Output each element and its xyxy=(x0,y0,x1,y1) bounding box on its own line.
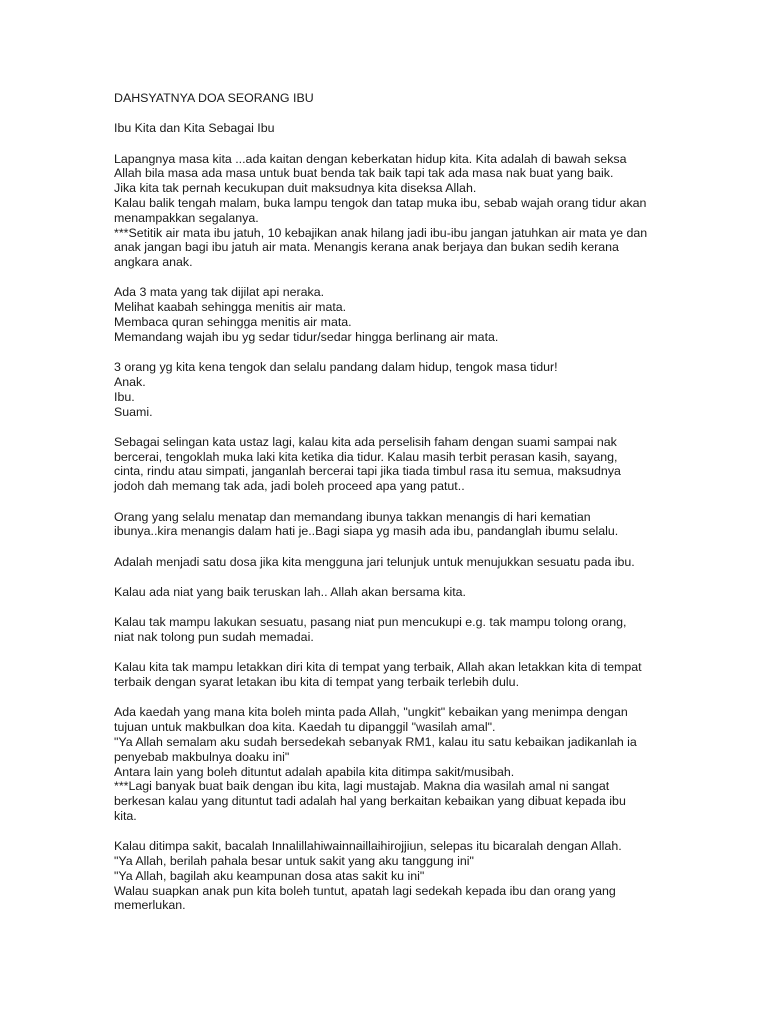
paragraph xyxy=(114,360,659,419)
text-line: kita. xyxy=(114,808,137,823)
text-line: Memandang wajah ibu yg sedar tidur/sedar hingga berlinang air mata. xyxy=(114,329,499,344)
text-line: Ada 3 mata yang tak dijilat api neraka. xyxy=(114,285,325,300)
text-line: Lapangnya masa kita ...ada kaitan dengan keberkatan hidup kita. Kita adalah di bawah seksa xyxy=(114,151,627,166)
text-line: Antara lain yang boleh dituntut adalah apabila kita ditimpa sakit/musibah. xyxy=(114,764,515,779)
text-line: Kalau tak mampu lakukan sesuatu, pasang niat pun mencukupi e.g. tak mampu tolong orang, xyxy=(114,615,627,630)
text-line: angkara anak. xyxy=(114,255,193,270)
paragraph xyxy=(114,435,659,494)
paragraph xyxy=(114,121,659,136)
document-title: DAHSYATNYA DOA SEORANG IBU xyxy=(114,91,314,105)
text-line: Anak. xyxy=(114,374,146,389)
text-line: niat nak tolong pun sudah memadai. xyxy=(114,630,314,645)
paragraph xyxy=(114,285,659,344)
text-line: "Ya Allah, bagilah aku keampunan dosa atas sakit ku ini" xyxy=(114,868,425,883)
text-line: Orang yang selalu menatap dan memandang ibunya takkan menangis di hari kematian xyxy=(114,509,591,524)
text-line: memerlukan. xyxy=(114,898,186,913)
text-line: 3 orang yg kita kena tengok dan selalu pandang dalam hidup, tengok masa tidur! xyxy=(114,360,558,375)
text-line: Kalau balik tengah malam, buka lampu tengok dan tatap muka ibu, sebab wajah orang tidur akan xyxy=(114,195,647,210)
text-line: terbaik dengan syarat letakan ibu kita di tempat yang terbaik terlebih dulu. xyxy=(114,675,520,690)
text-line: ibunya..kira menangis dalam hati je..Bagi siapa yg masih ada ibu, pandanglah ibumu selalu. xyxy=(114,524,619,539)
text-line: Ibu. xyxy=(114,389,135,404)
text-line: Sebagai selingan kata ustaz lagi, kalau kita ada perselisih faham dengan suami sampai nak xyxy=(114,434,617,449)
text-line: ***Lagi banyak buat baik dengan ibu kita, lagi mustajab. Makna dia wasilah amal ni sangat xyxy=(114,779,610,794)
text-line: menampakkan segalanya. xyxy=(114,210,259,225)
paragraph xyxy=(114,660,659,690)
text-line: bercerai, tengoklah muka laki kita ketika dia tidur. Kalau masih terbit perasan kasih, sayang, xyxy=(114,449,618,464)
paragraph xyxy=(114,615,659,645)
paragraph xyxy=(114,839,659,913)
text-line: jodoh dah memang tak ada, jadi boleh proceed apa yang patut.. xyxy=(114,479,465,494)
text-line: Ada kaedah yang mana kita boleh minta pada Allah, "ungkit" kebaikan yang menimpa dengan xyxy=(114,705,628,720)
text-line: cinta, rindu atau simpati, janganlah bercerai tapi jika tiada timbul rasa itu semua, maksudnya xyxy=(114,464,621,479)
text-line: penyebab makbulnya doaku ini" xyxy=(114,749,290,764)
text-line: Adalah menjadi satu dosa jika kita mengguna jari telunjuk untuk menujukkan sesuatu pada ibu. xyxy=(114,554,635,569)
text-line: tujuan untuk makbulkan doa kita. Kaedah tu dipanggil "wasilah amal". xyxy=(114,720,496,735)
text-line: Allah bila masa ada masa untuk buat benda tak baik tapi tak ada masa nak buat yang baik. xyxy=(114,166,614,181)
text-line: anak jangan bagi ibu jatuh air mata. Menangis kerana anak berjaya dan bukan sedih kerana xyxy=(114,240,619,255)
text-line: ***Setitik air mata ibu jatuh, 10 kebajikan anak hilang jadi ibu-ibu jangan jatuhkan air mata ye dan xyxy=(114,225,648,240)
paragraph xyxy=(114,555,659,570)
text-line: Ibu Kita dan Kita Sebagai Ibu xyxy=(114,121,275,136)
text-line: Kalau kita tak mampu letakkan diri kita di tempat yang terbaik, Allah akan letakkan kita di tempat xyxy=(114,660,642,675)
text-line: "Ya Allah semalam aku sudah bersedekah sebanyak RM1, kalau itu satu kebaikan jadikanlah ia xyxy=(114,735,637,749)
text-line: Melihat kaabah sehingga menitis air mata. xyxy=(114,300,347,315)
text-line: "Ya Allah, berilah pahala besar untuk sakit yang aku tanggung ini" xyxy=(114,854,474,869)
text-line: Walau suapkan anak pun kita boleh tuntut, apatah lagi sedekah kepada ibu dan orang yang xyxy=(114,883,616,898)
text-line: Membaca quran sehingga menitis air mata. xyxy=(114,315,352,330)
text-line: Suami. xyxy=(114,404,153,419)
paragraph xyxy=(114,585,659,600)
document-page xyxy=(114,91,659,929)
text-line: Jika kita tak pernah kecukupan duit maksudnya kita diseksa Allah. xyxy=(114,181,477,196)
text-line: Kalau ditimpa sakit, bacalah Innalillahiwainnaillaihirojjiun, selepas itu bicaralah dengan Allah. xyxy=(114,839,622,854)
paragraph xyxy=(114,152,659,270)
text-line: berkesan kalau yang dituntut tadi adalah hal yang berkaitan kebaikan yang dibuat kepada ibu xyxy=(114,794,626,809)
text-line: Kalau ada niat yang baik teruskan lah.. Allah akan bersama kita. xyxy=(114,584,466,599)
paragraph xyxy=(114,510,659,540)
document-body xyxy=(114,121,659,913)
paragraph xyxy=(114,705,659,823)
